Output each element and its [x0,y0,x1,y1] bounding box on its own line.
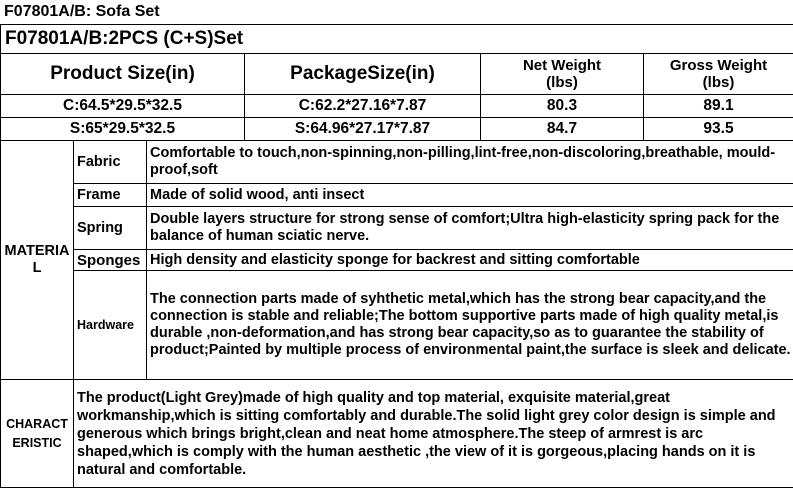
table-row [1,95,793,118]
material-row-hardware [1,271,793,380]
material-name: Fabric [74,141,147,184]
table-row [1,118,793,141]
header-row [1,54,793,95]
material-description: Double layers structure for strong sense of comfort;Ultra high-elasticity spring pack for the balance of human sciatic nerve. [147,207,793,250]
gross-weight-cell: 89.1 [644,95,793,118]
product-size-cell: C:64.5*29.5*32.5 [1,95,245,118]
characteristic-description: The product(Light Grey)made of high quality and top material, exquisite material,great workmanship,which is sitting comfortably and durable.The solid light grey color design is simple and generous which brings bright,clean and neat home atmosphere.The steep of armrest is arc shaped,which is comply with the human aesthetic ,the view of it is gorgeous,placing hands on it is natural and comfortable. [74,380,793,488]
net-weight-cell: 84.7 [481,118,644,141]
material-name: Spring [74,207,147,250]
material-description: Made of solid wood, anti insect [147,184,793,207]
material-description: Comfortable to touch,non-spinning,non-pilling,lint-free,non-discoloring,breathable, mould-proof,soft [147,141,793,184]
header-gross-weight: Gross Weight (lbs) [644,54,793,95]
material-row-fabric [1,141,793,184]
document-caption: F07801A/B: Sofa Set [4,3,160,20]
material-row-sponges [1,250,793,271]
characteristic-row [1,380,793,488]
material-name: Frame [74,184,147,207]
net-weight-cell: 80.3 [481,95,644,118]
characteristic-section-label: CHARACTERISTIC [1,380,74,488]
material-row-spring [1,207,793,250]
package-size-cell: C:62.2*27.16*7.87 [245,95,481,118]
material-description: High density and elasticity sponge for backrest and sitting comfortable [147,250,793,271]
product-spec-table [0,24,793,488]
material-name: Sponges [74,250,147,271]
table-title-row [1,25,793,54]
material-section-label: MATERIAL [1,141,74,380]
header-package-size: PackageSize(in) [245,54,481,95]
product-size-cell: S:65*29.5*32.5 [1,118,245,141]
gross-weight-cell: 93.5 [644,118,793,141]
material-name: Hardware [74,271,147,380]
header-product-size: Product Size(in) [1,54,245,95]
package-size-cell: S:64.96*27.17*7.87 [245,118,481,141]
material-row-frame [1,184,793,207]
material-description: The connection parts made of syhthetic metal,which has the strong bear capacity,and the connection is stable and reliable;The bottom supportive parts made of high quality metal,is durable ,non-deformation,and has strong bear capacity,so as to guarantee the stability of product;Painted by multiple process of environmental paint,the surface is sleek and delicate. [147,271,793,380]
header-net-weight: Net Weight (lbs) [481,54,644,95]
table-title: F07801A/B:2PCS (C+S)Set [1,25,793,54]
